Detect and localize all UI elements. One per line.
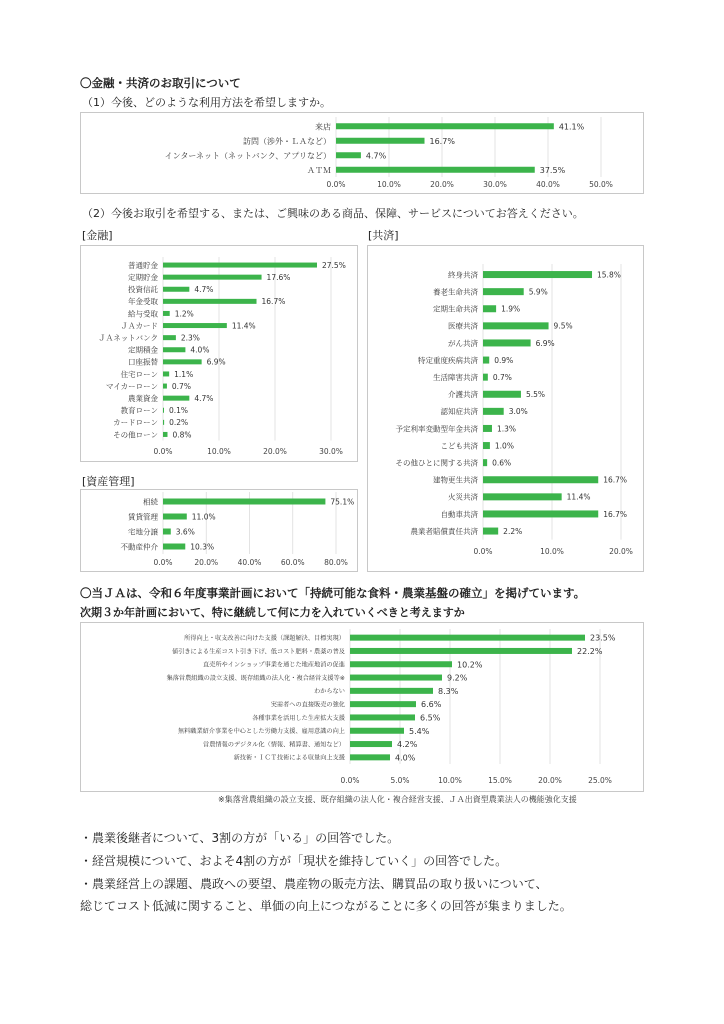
kyosai-category-label: 生活障害共済 [433,373,478,382]
usage-category-label: 訪問（渉外・ＬＡなど） [243,136,331,146]
kyosai-data-label: 5.9% [528,287,548,297]
usage-category-label: ＡＴＭ [307,165,331,175]
asset-bar [163,529,171,535]
finance-data-label: 0.8% [172,430,192,440]
finance-data-label: 11.4% [231,321,256,331]
finance-bar [163,263,317,268]
usage-category-label: インターネット（ネットバンク、アプリなど） [164,151,331,161]
finance-bar [163,384,167,389]
asset-tick-label: 60.0% [280,558,305,567]
asset-data-label: 11.0% [191,512,216,522]
kyosai-data-label: 3.0% [508,407,528,417]
usage-bar [336,167,535,173]
finance-bar [163,396,189,401]
usage-data-label: 37.5% [539,165,566,175]
finance-bar [163,432,167,437]
finance-bar [163,275,262,280]
usage-data-label: 16.7% [429,136,455,146]
usage-category-label: 来店 [315,122,331,132]
plan-bar [350,635,585,641]
plan-category-label: 実需者への直接販売の強化 [270,701,345,709]
kyosai-bar [483,391,521,398]
kyosai-bar [483,425,492,432]
finance-category-label: 給与受取 [128,309,158,319]
plan-category-label: 新技術・ＩＣＴ技術による収量向上支援 [233,754,345,762]
finance-bar [163,299,257,304]
finance-category-label: 口座振替 [128,357,158,367]
asset-category-label: 不動産仲介 [120,542,158,552]
kyosai-category-label: 予定利率変動型年金共済 [395,424,478,434]
finance-data-label: 0.2% [169,418,189,428]
kyosai-data-label: 11.4% [566,492,591,502]
question-1: （1）今後、どのような利用方法を希望しますか。 [82,96,331,109]
plan-data-label: 6.5% [420,713,441,723]
finance-chart [81,246,357,461]
kyosai-category-label: 火災共済 [448,492,478,502]
kyosai-data-label: 2.2% [503,526,523,536]
usage-chart [81,113,643,193]
plan-tick-label: 5.0% [390,776,410,785]
finance-data-label: 0.1% [169,406,189,416]
plan-tick-label: 15.0% [488,776,512,785]
asset-tick-label: 0.0% [153,558,173,567]
finance-data-label: 0.7% [171,381,191,391]
kyosai-bar [483,322,549,329]
finance-category-label: ＪＡネットバンク [98,333,158,343]
finance-category-label: 年金受取 [128,297,158,307]
kyosai-category-label: 農業者賠償責任共済 [410,526,478,536]
kyosai-data-label: 0.7% [492,373,512,382]
plan-data-label: 9.2% [447,673,468,683]
kyosai-category-label: 終身共済 [448,270,478,280]
plan-bar [350,754,390,760]
kyosai-bar [483,459,487,466]
asset-bar [163,514,187,520]
finance-data-label: 4.0% [190,345,210,355]
asset-tick-label: 20.0% [194,558,219,567]
finance-data-label: 2.3% [180,333,200,343]
asset-data-label: 10.3% [190,542,215,552]
finance-data-label: 27.5% [322,260,346,270]
label-finance: [金融] [82,229,113,242]
kyosai-data-label: 1.0% [494,441,514,451]
plan-bar [350,661,452,667]
plan-category-label: 値引きによる生産コスト引き下げ、低コスト肥料・農薬の普及 [171,648,345,656]
kyosai-tick-label: 20.0% [609,547,633,556]
asset-tick-label: 80.0% [324,558,348,567]
kyosai-tick-label: 0.0% [473,547,493,556]
kyosai-category-label: がん共済 [448,338,478,348]
plan-bar [350,714,415,720]
usage-chart-frame [80,112,644,194]
kyosai-category-label: 特定重度疾病共済 [418,355,478,365]
finance-category-label: 住宅ローン [120,369,158,379]
plan-data-label: 4.2% [397,740,418,750]
asset-chart [81,490,357,571]
finance-tick-label: 0.0% [153,447,173,456]
plan-data-label: 22.2% [577,646,603,656]
kyosai-bar [483,528,498,535]
asset-chart-frame [80,489,358,572]
kyosai-bar [483,510,598,517]
finance-tick-label: 20.0% [263,447,287,456]
plan-category-label: 直売所やインショップ事業を通じた地産地消の促進 [202,661,345,669]
bullet-4: 総じてコスト低減に関すること、単価の向上につながることに多くの回答が集まりました。 [80,899,572,913]
plan-data-label: 5.4% [409,726,430,736]
asset-data-label: 75.1% [330,497,355,507]
finance-bar [163,408,164,413]
kyosai-bar [483,374,488,381]
plan-data-label: 23.5% [590,633,616,643]
finance-data-label: 1.2% [174,309,194,319]
kyosai-bar [483,408,504,415]
plan-tick-label: 10.0% [438,776,462,785]
finance-data-label: 17.6% [266,273,291,282]
section1-heading: 〇金融・共済のお取引について [80,76,241,90]
kyosai-bar [483,305,496,312]
finance-data-label: 4.7% [194,394,214,403]
kyosai-bar [483,493,562,500]
usage-tick-label: 40.0% [536,180,560,189]
finance-bar [163,287,189,292]
asset-category-label: 賃貸管理 [128,512,158,522]
usage-bar [336,152,361,158]
finance-category-label: 定期貯金 [128,273,158,282]
finance-bar [163,335,176,340]
usage-tick-label: 20.0% [430,180,454,189]
section2-question: 次期３か年計画において、特に継続して何に力を入れていくべきと考えますか [80,606,465,619]
kyosai-category-label: 定期生命共済 [433,304,478,314]
finance-bar [163,311,170,316]
kyosai-data-label: 16.7% [603,509,628,519]
finance-category-label: 普通貯金 [128,260,158,270]
kyosai-category-label: 介護共済 [448,390,478,400]
finance-category-label: ＪＡカード [120,321,158,331]
finance-data-label: 1.1% [174,369,194,379]
bullet-2: ・経営規模について、およそ4割の方が「現状を維持していく」の回答でした。 [80,854,508,868]
kyosai-category-label: 養老生命共済 [433,287,478,297]
plan-category-label: 無料職業紹介事業を中心とした労働力支援、雇用意識の向上 [177,728,345,736]
finance-data-label: 4.7% [194,285,214,295]
kyosai-category-label: こども共済 [440,441,478,451]
plan-bar [350,675,442,681]
label-asset: [資産管理] [82,475,135,488]
usage-tick-label: 30.0% [483,180,507,189]
bullet-3: ・農業経営上の課題、農政への要望、農産物の販売方法、購買品の取り扱いについて、 [80,877,548,891]
finance-category-label: 投資信託 [128,285,158,295]
plan-bar [350,741,392,747]
kyosai-bar [483,476,598,483]
plan-data-label: 4.0% [395,753,416,763]
plan-tick-label: 20.0% [538,776,562,785]
plan-category-label: 営農情報のデジタル化（情報、精算書、通知など） [203,741,345,749]
plan-tick-label: 0.0% [340,776,360,785]
finance-data-label: 6.9% [206,357,226,367]
kyosai-data-label: 0.6% [492,458,512,468]
finance-category-label: 定期積金 [128,345,158,355]
kyosai-data-label: 0.9% [494,355,514,365]
usage-data-label: 4.7% [365,151,387,161]
kyosai-category-label: 自動車共済 [440,509,478,519]
asset-data-label: 3.6% [175,527,195,537]
kyosai-category-label: 建物更生共済 [433,475,478,485]
kyosai-data-label: 15.8% [597,270,621,280]
kyosai-tick-label: 10.0% [540,547,564,556]
plan-category-label: 各種事業を活用した生産拡大支援 [252,714,345,722]
kyosai-data-label: 6.9% [535,338,555,348]
kyosai-bar [483,339,531,346]
finance-bar [163,323,227,328]
asset-category-label: 相続 [143,497,158,507]
kyosai-data-label: 5.5% [525,390,546,400]
plan-chart-frame [80,622,644,792]
plan-data-label: 10.2% [457,660,483,670]
usage-data-label: 41.1% [558,122,585,132]
finance-tick-label: 10.0% [207,447,231,456]
bullet-1: ・農業後継者について、3割の方が「いる」の回答でした。 [80,831,400,845]
kyosai-data-label: 1.9% [501,304,521,314]
kyosai-category-label: その他ひとに関する共済 [395,458,478,468]
section2-heading: 〇当ＪＡは、令和６年度事業計画において「持続可能な食料・農業基盤の確立」を掲げています。 [80,586,586,600]
finance-category-label: カードローン [113,418,158,428]
plan-tick-label: 25.0% [588,776,612,785]
usage-bar [336,123,554,129]
finance-chart-frame [80,245,358,462]
asset-category-label: 宅地分譲 [128,527,158,537]
finance-bar [163,347,185,352]
kyosai-data-label: 1.3% [496,424,517,434]
kyosai-chart [368,246,643,571]
finance-category-label: 農業資金 [128,394,158,403]
usage-tick-label: 50.0% [589,180,613,189]
plan-bar [350,728,404,734]
finance-category-label: 教育ローン [120,406,158,416]
asset-tick-label: 40.0% [237,558,262,567]
usage-tick-label: 10.0% [377,180,401,189]
plan-bar [350,688,433,694]
kyosai-bar [483,357,489,364]
kyosai-bar [483,442,490,449]
finance-bar [163,359,202,364]
finance-category-label: マイカーローン [106,381,158,391]
footnote: ※集落営農組織の設立支援、既存組織の法人化・複合経営支援、ＪＡ出資型農業法人の機能強化支援 [218,795,577,804]
plan-category-label: 集落営農組織の設立支援、既存組織の法人化・複合経営支援等※ [166,674,345,682]
finance-tick-label: 30.0% [319,447,343,456]
kyosai-bar [483,288,524,295]
usage-bar [336,138,425,144]
kyosai-bar [483,271,592,278]
plan-category-label: 所得向上・収支改善に向けた支援（課題解決、目標実現） [184,635,345,643]
question-2: （2）今後お取引を希望する、または、ご興味のある商品、保障、サービスについてお答えください。 [82,207,584,220]
plan-category-label: わからない [314,688,345,696]
usage-tick-label: 0.0% [326,180,346,189]
finance-bar [163,420,164,425]
kyosai-data-label: 9.5% [553,321,573,331]
plan-chart [81,623,643,791]
finance-category-label: その他ローン [113,430,158,440]
finance-bar [163,371,169,376]
plan-bar [350,648,572,654]
asset-bar [163,544,185,550]
plan-data-label: 8.3% [438,686,459,696]
finance-data-label: 16.7% [261,297,286,307]
asset-bar [163,499,325,505]
label-kyosai: [共済] [368,229,399,242]
kyosai-category-label: 医療共済 [448,321,478,331]
plan-bar [350,701,416,707]
kyosai-category-label: 認知症共済 [440,407,478,417]
kyosai-chart-frame [367,245,644,572]
kyosai-data-label: 16.7% [603,475,628,485]
plan-data-label: 6.6% [421,700,442,710]
